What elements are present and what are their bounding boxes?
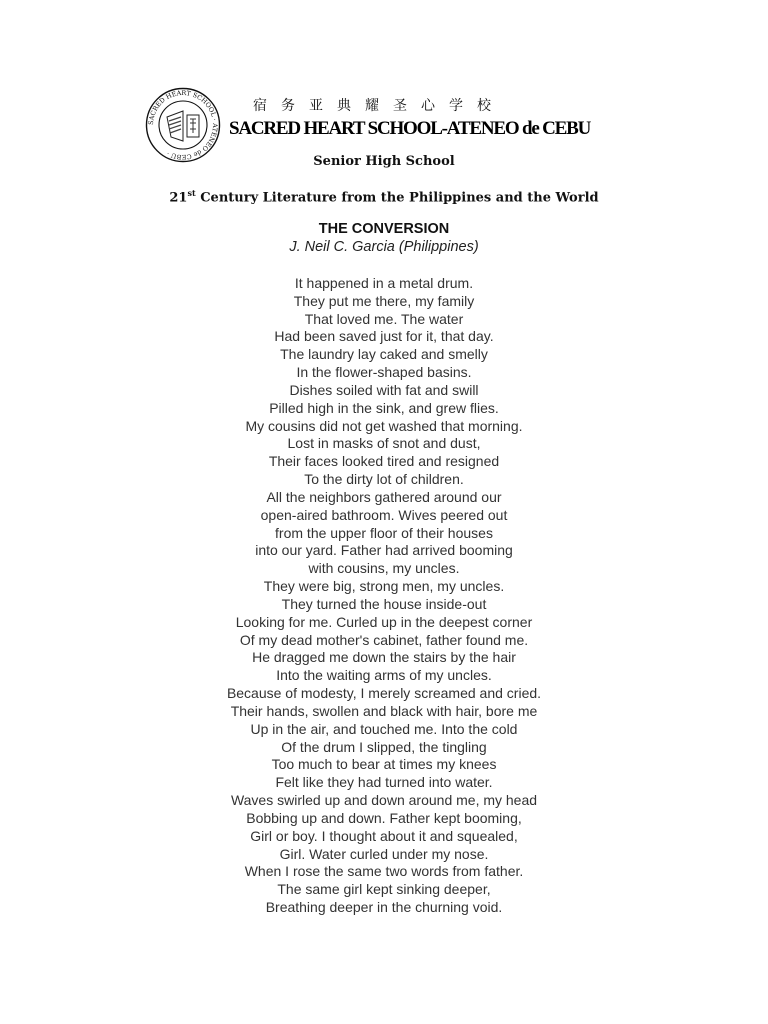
poem-line: They were big, strong men, my uncles. — [263, 578, 505, 595]
poem-line: Dishes soiled with fat and swill — [289, 381, 479, 398]
course-title-number: 21 — [169, 190, 188, 206]
poem-line: Because of modesty, I merely screamed and cried. — [226, 685, 542, 702]
poem-line: Of the drum I slipped, the tingling — [281, 738, 487, 755]
poem-line: Girl. Water curled under my nose. — [279, 845, 489, 862]
course-title — [0, 188, 768, 205]
poem-line: Their faces looked tired and resigned — [268, 453, 500, 470]
poem-line: Waves swirled up and down around me, my head — [230, 792, 538, 809]
poem-line: Bobbing up and down. Father kept booming, — [246, 809, 522, 826]
course-title-text: Century Literature from the Philippines and the World — [195, 190, 599, 206]
poem-line: In the flower-shaped basins. — [296, 364, 472, 381]
poem-line: They turned the house inside-out — [281, 595, 487, 612]
poem-line: It happened in a metal drum. — [294, 275, 474, 291]
poem-line: Girl or boy. I thought about it and squealed, — [250, 827, 518, 844]
poem-line: with cousins, my uncles. — [308, 560, 460, 577]
division-label: Senior High School — [313, 154, 455, 169]
poem-line: Lost in masks of snot and dust, — [287, 435, 481, 452]
poem-line: When I rose the same two words from father. — [244, 863, 524, 880]
poem-line: Too much to bear at times my knees — [271, 756, 497, 773]
school-name: SACRED HEART SCHOOL-ATENEO de CEBU — [229, 118, 591, 139]
poem-line: The same girl kept sinking deeper, — [277, 881, 491, 898]
poem-line: Had been saved just for it, that day. — [274, 328, 494, 345]
poem-line: That loved me. The water — [304, 310, 464, 327]
course-title-ordinal: st — [187, 188, 196, 198]
poem-line: Felt like they had turned into water. — [275, 774, 493, 791]
poem-line: Breathing deeper in the churning void. — [265, 898, 503, 915]
poem-line: All the neighbors gathered around our — [266, 488, 502, 505]
seal-ring-text: SACRED HEART SCHOOL · ATENEO de CEBU · — [146, 88, 220, 162]
poem-line: Up in the air, and touched me. Into the cold — [250, 720, 518, 737]
chinese-school-name: 宿务亚典耀圣心学校 — [253, 98, 505, 114]
poem-line: Their hands, swollen and black with hair, bore me — [230, 702, 538, 719]
poem-line: Looking for me. Curled up in the deepest corner — [235, 613, 533, 630]
poem-line: My cousins did not get washed that morning. — [245, 417, 523, 434]
poem-line: Into the waiting arms of my uncles. — [276, 667, 492, 684]
poem-line: open-aired bathroom. Wives peered out — [260, 506, 508, 523]
poem-title: THE CONVERSION — [318, 221, 450, 237]
poem-line: The laundry lay caked and smelly — [280, 346, 488, 363]
poem-line: He dragged me down the stairs by the hair — [252, 649, 516, 666]
poem-body — [0, 275, 768, 917]
poem-line: They put me there, my family — [293, 292, 475, 309]
poem-line: Of my dead mother's cabinet, father found me. — [239, 631, 529, 648]
poem-line: into our yard. Father had arrived booming — [255, 542, 513, 559]
poem-line: from the upper floor of their houses — [275, 524, 493, 541]
poem-line: To the dirty lot of children. — [304, 471, 464, 488]
poem-line: Pilled high in the sink, and grew flies. — [269, 399, 499, 416]
poem-author: J. Neil C. Garcia (Philippines) — [289, 239, 479, 255]
school-seal-icon — [145, 87, 221, 163]
